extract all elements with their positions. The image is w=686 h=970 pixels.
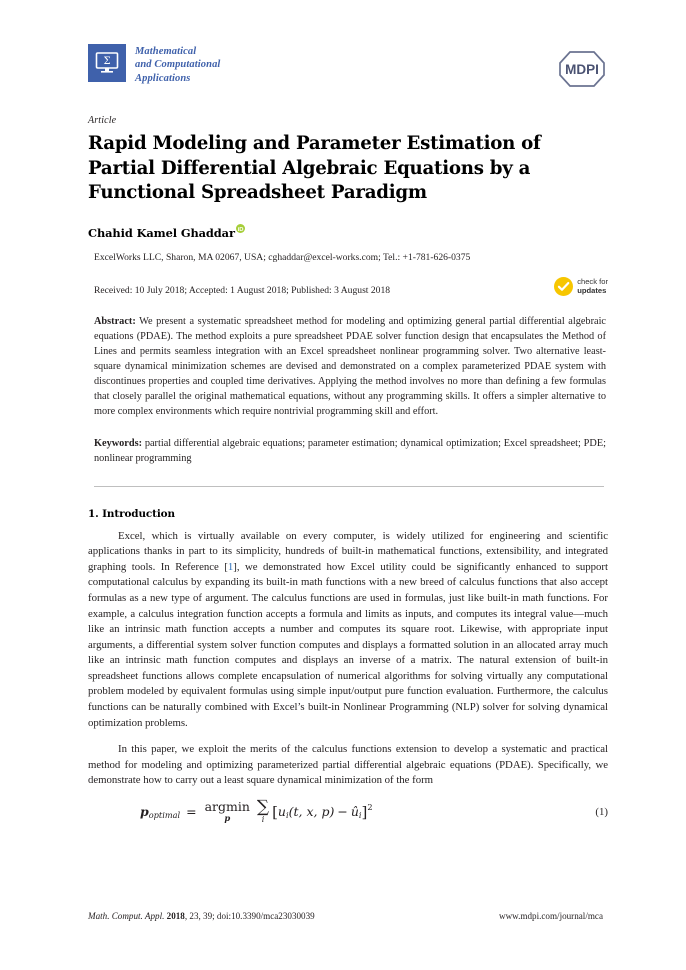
paragraph-1-part-b: ], we demonstrated how Excel utility could be significantly enhanced to support computational calculus by expanding its built-in math functions with a new breed of calculus functions that also accept formulas as a new type of argument. The calculus functions are used in formulas, just like built-in math functions. For example, a calculus integration function accepts a formula and limits as inputs, and computes its integral value—much like an intrinsic math function accepts a number and computes its square root. Likewise, with appropriate input arguments, a differential system solver function computes and displays a formatted solution in an allocated array much like an intrinsic math function computes and displays an inverse of a matrix. The natural extension of built-in spreadsheet functions allows complete encapsulation of numerical algorithms for solving virtually any computational problem modeled by equivalent formulas using simple input/output pure function evaluation. Furthermore, the calculus functions can be naturally combined with Excel’s built-in Nonlinear Programming (NLP) solver for solving dynamical optimization problems.: [88, 560, 608, 729]
page-content: [88, 44, 608, 824]
journal-name: [135, 44, 220, 85]
equation-term-u: u: [277, 804, 286, 820]
author-block: [88, 226, 608, 240]
equation-argmin-operator: [204, 798, 250, 824]
section-heading-introduction: 1. Introduction: [88, 507, 175, 520]
equation-term-uhat-subscript: i: [358, 809, 362, 820]
argmin-subscript: p: [224, 813, 231, 824]
dates-row: [88, 277, 608, 296]
crossmark-badge[interactable]: [554, 277, 608, 296]
equation-exponent: 2: [367, 801, 373, 812]
check-circle-icon: [554, 277, 573, 296]
equation-equals-sign: =: [186, 804, 197, 820]
introduction-paragraph-2: In this paper, we exploit the merits of the calculus functions extension to develop a systematic and practical method for modeling and optimizing parameterized partial differential algebraic equations (PDAE). Specifically, we demonstrate how to carry out a least square dynamical minimization of the form: [88, 743, 608, 787]
page-title: Rapid Modeling and Parameter Estimation of Partial Differential Algebraic Equations by a Functional Spreadsheet Paradigm: [88, 133, 541, 203]
monitor-sigma-icon: [88, 44, 126, 82]
equation-1-row: [88, 796, 608, 824]
equation-number: (1): [595, 805, 608, 818]
page-footer: [88, 911, 603, 921]
journal-name-line1: Mathematical: [135, 46, 197, 57]
equation-term-arguments: (t, x, p): [288, 804, 335, 820]
crossmark-line2: updates: [577, 286, 607, 295]
abstract: [88, 314, 608, 419]
keywords-text: partial differential algebraic equations; parameter estimation; dynamical optimization; Excel spreadsheet; PDE; nonlinear programming: [94, 437, 606, 464]
keywords-label: Keywords:: [94, 437, 143, 449]
footer-journal-name: Math. Comput. Appl.: [88, 911, 165, 921]
equation-summation: [256, 796, 270, 824]
crossmark-line1: check for: [577, 277, 608, 286]
crossmark-text: [577, 277, 608, 295]
footer-citation: [88, 911, 315, 921]
article-type-label: Article: [88, 115, 117, 126]
paragraph-1-part-a: Excel, which is virtually available on every computer, is widely utilized for engineering and scientific applications thanks in part to its simplicity, hundreds of built-in mathematical functions, extensibility, and integrated graphing tools. In Reference [: [88, 529, 608, 573]
equation-bracket-close: ]: [361, 802, 368, 821]
argmin-label: argmin: [204, 798, 250, 814]
svg-text:iD: iD: [238, 226, 244, 233]
publication-dates: Received: 10 July 2018; Accepted: 1 August 2018; Published: 3 August 2018: [94, 284, 391, 296]
svg-text:Σ: Σ: [103, 56, 111, 67]
journal-name-line3: Applications: [135, 72, 191, 84]
equation-term-u-subscript: i: [285, 809, 289, 820]
author-affiliation: ExcelWorks LLC, Sharon, MA 02067, USA; cghaddar@excel-works.com; Tel.: +1-781-626-0375: [94, 251, 471, 263]
introduction-paragraph-1: [88, 529, 608, 732]
orcid-icon[interactable]: [236, 224, 245, 233]
keywords: [88, 436, 608, 466]
equation-1-body: [88, 796, 373, 824]
mdpi-logo-text: MDPI: [565, 62, 599, 77]
footer-citation-rest: , 23, 39; doi:10.3390/mca23030039: [184, 911, 315, 921]
journal-brand: [88, 44, 220, 85]
horizontal-divider: [94, 486, 604, 487]
footer-journal-url[interactable]: www.mdpi.com/journal/mca: [499, 911, 603, 921]
equation-term-uhat: û: [350, 804, 359, 820]
footer-year: 2018: [166, 911, 185, 921]
equation-lhs-subscript: optimal: [148, 809, 181, 820]
equation-bracket-open: [: [272, 802, 278, 821]
abstract-label: Abstract:: [94, 315, 136, 327]
equation-minus-sign: −: [337, 804, 348, 820]
journal-name-line2: and Computational: [135, 59, 221, 71]
equation-lhs-variable: p: [140, 804, 149, 820]
sigma-icon: ∑: [256, 796, 270, 817]
sigma-subscript: i: [261, 814, 265, 824]
masthead: [88, 44, 608, 102]
citation-link-1[interactable]: 1: [227, 560, 234, 573]
author-name: Chahid Kamel Ghaddar: [88, 225, 235, 240]
abstract-text: We present a systematic spreadsheet method for modeling and optimizing general partial differential algebraic equations (PDAE). The method exploits a pure spreadsheet PDAE solver function design that encapsulates the Method of Lines and permits seamless integration with an Excel spreadsheet nonlinear programming solver. Two alternative least-square dynamical minimization schemes are devised and demonstrated on a complex parameterized PDAE system with discontinues properties and coupled time derivatives. Applying the method involves no more than defining a few formulas that closely parallel the original mathematical equations, without any programming skills. It offers a simpler alternative to more complex environments which require nontrivial programming skill and effort.: [94, 315, 606, 417]
mdpi-logo: [556, 48, 608, 90]
